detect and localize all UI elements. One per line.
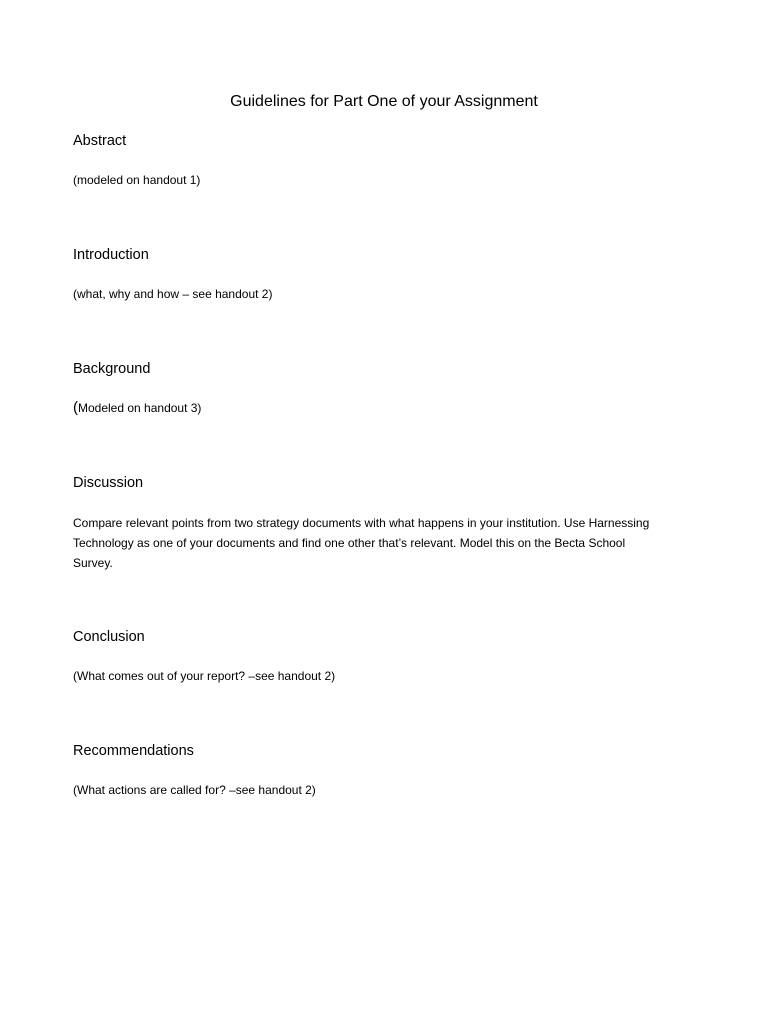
section-text-conclusion: (What comes out of your report? –see handout 2) xyxy=(73,669,336,683)
discussion-line-2: Technology as one of your documents and find one other that’s relevant. Model this on the Becta School xyxy=(73,536,626,550)
section-text-abstract: (modeled on handout 1) xyxy=(73,173,201,187)
discussion-line-3: Survey. xyxy=(73,556,113,570)
section-text-recommendations: (What actions are called for? –see handout 2) xyxy=(73,783,316,797)
section-heading-introduction: Introduction xyxy=(73,247,149,263)
section-text-discussion xyxy=(73,513,713,573)
section-heading-abstract: Abstract xyxy=(73,133,127,149)
section-heading-recommendations: Recommendations xyxy=(73,743,194,759)
section-text-introduction: (what, why and how – see handout 2) xyxy=(73,287,273,301)
section-heading-background: Background xyxy=(73,361,151,377)
section-heading-conclusion: Conclusion xyxy=(73,629,145,645)
page-title: Guidelines for Part One of your Assignment xyxy=(230,93,538,110)
section-text-background xyxy=(73,400,201,416)
background-text: Modeled on handout 3) xyxy=(78,401,202,415)
open-paren: ( xyxy=(73,399,78,416)
section-heading-discussion: Discussion xyxy=(73,475,144,491)
discussion-line-1: Compare relevant points from two strategy documents with what happens in your institution. Use Harnessing xyxy=(73,516,650,530)
